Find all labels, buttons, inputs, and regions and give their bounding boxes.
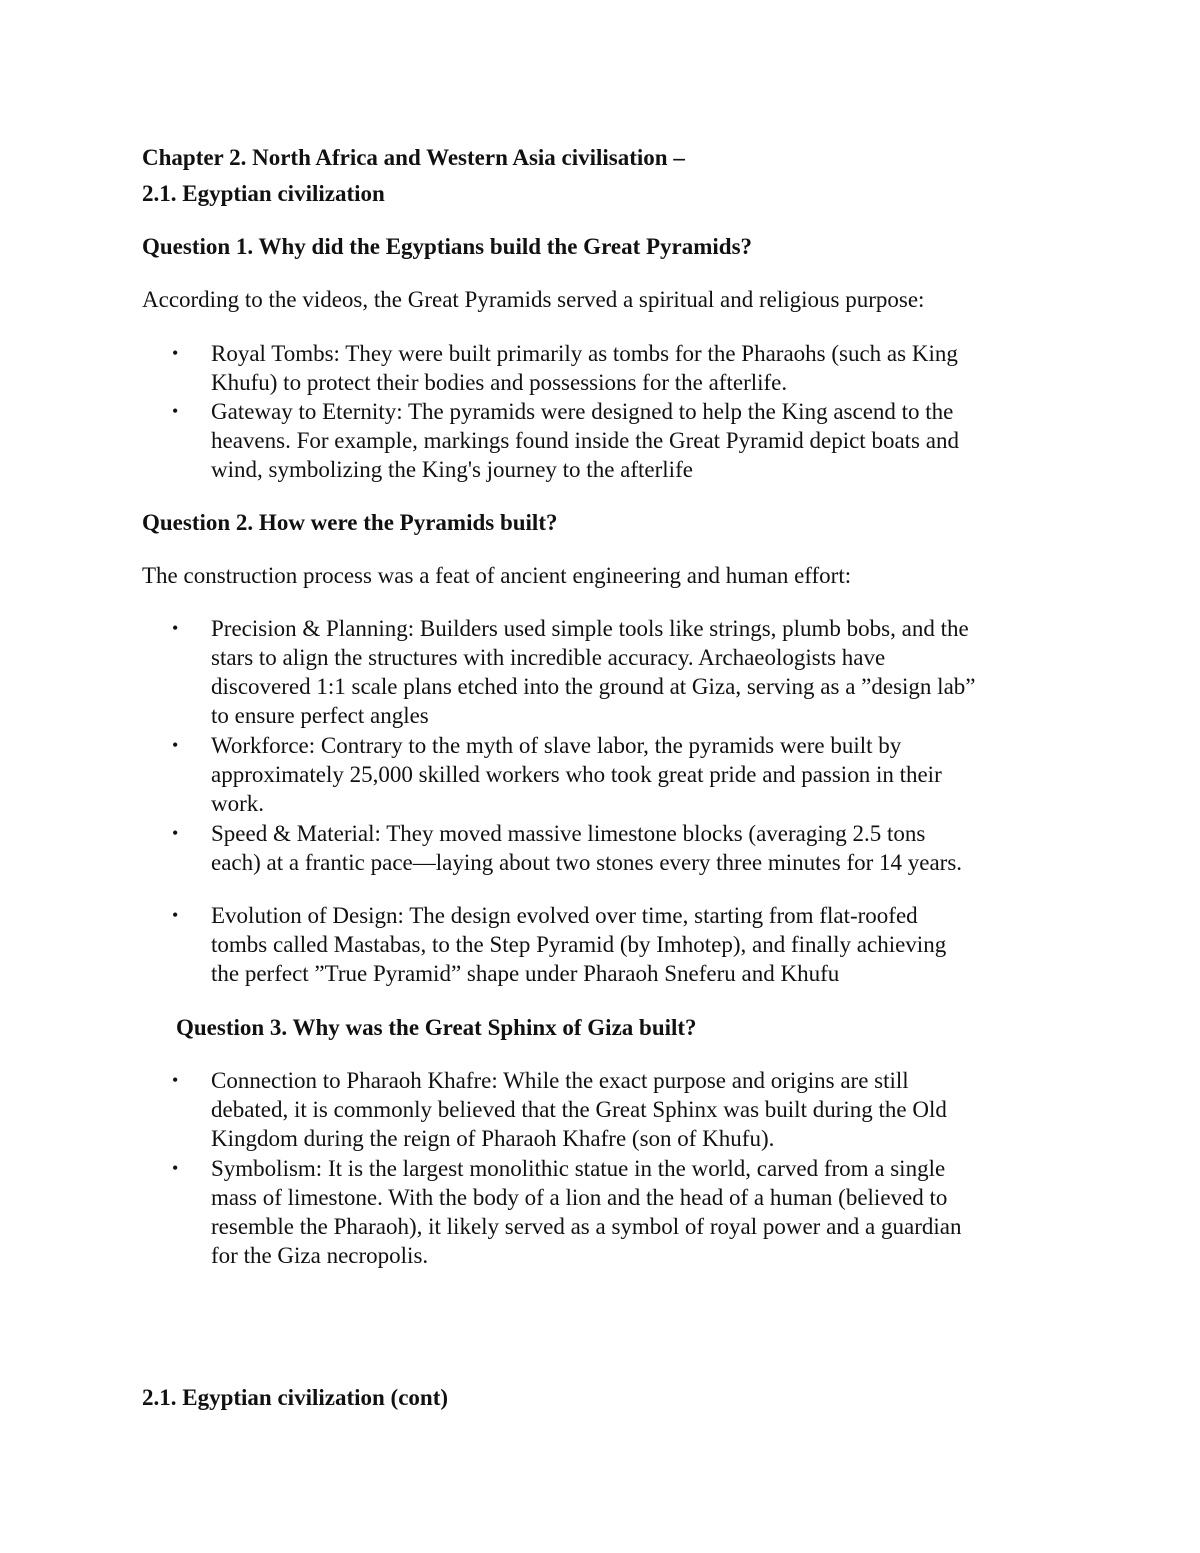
question-2-intro: The construction process was a feat of ancient engineering and human effort: (142, 563, 852, 588)
question-1-heading: Question 1. Why did the Egyptians build the Great Pyramids? (142, 234, 753, 259)
list-item-line: Evolution of Design: The design evolved over time, starting from flat-roofed (211, 903, 918, 928)
list-item-line: tombs called Mastabas, to the Step Pyramid (by Imhotep), and finally achieving (211, 932, 947, 957)
list-item-line: Workforce: Contrary to the myth of slave labor, the pyramids were built by (211, 733, 902, 758)
list-item-line: stars to align the structures with incredible accuracy. Archaeologists have (211, 645, 886, 670)
list-item-line: to ensure perfect angles (211, 703, 429, 728)
list-item-line: Kingdom during the reign of Pharaoh Khafre (son of Khufu). (211, 1126, 775, 1151)
list-item-line: approximately 25,000 skilled workers who took great pride and passion in their (211, 762, 942, 787)
list-item-line: Royal Tombs: They were built primarily as tombs for the Pharaohs (such as King (211, 341, 958, 366)
question-1-intro: According to the videos, the Great Pyramids served a spiritual and religious purpose: (142, 287, 925, 312)
list-item-line: work. (211, 791, 265, 816)
list-item-line: Gateway to Eternity: The pyramids were designed to help the King ascend to the (211, 399, 954, 424)
bullet-glyph: • (172, 823, 179, 843)
list-item-line: Khufu) to protect their bodies and possessions for the afterlife. (211, 370, 788, 395)
question-3-heading: Question 3. Why was the Great Sphinx of Giza built? (176, 1015, 697, 1040)
list-item-line: Precision & Planning: Builders used simple tools like strings, plumb bobs, and the (211, 616, 969, 641)
continued-section-title: 2.1. Egyptian civilization (cont) (142, 1385, 449, 1410)
bullet-glyph: • (172, 1070, 179, 1090)
list-item-line: the perfect ”True Pyramid” shape under Pharaoh Sneferu and Khufu (211, 961, 840, 986)
chapter-title: Chapter 2. North Africa and Western Asia civilisation – (142, 145, 685, 170)
list-item-line: heavens. For example, markings found inside the Great Pyramid depict boats and (211, 428, 959, 453)
bullet-glyph: • (172, 343, 179, 363)
section-title: 2.1. Egyptian civilization (142, 181, 385, 206)
list-item-line: Connection to Pharaoh Khafre: While the exact purpose and origins are still (211, 1068, 909, 1093)
list-item-line: mass of limestone. With the body of a lion and the head of a human (believed to (211, 1185, 948, 1210)
bullet-glyph: • (172, 905, 179, 925)
bullet-glyph: • (172, 1158, 179, 1178)
list-item-line: each) at a frantic pace—laying about two stones every three minutes for 14 years. (211, 850, 963, 875)
bullet-glyph: • (172, 401, 179, 421)
bullet-glyph: • (172, 618, 179, 638)
list-item-line: wind, symbolizing the King's journey to the afterlife (211, 457, 693, 482)
list-item-line: Symbolism: It is the largest monolithic statue in the world, carved from a single (211, 1156, 946, 1181)
list-item-line: discovered 1:1 scale plans etched into the ground at Giza, serving as a ”design lab” (211, 674, 976, 699)
list-item-line: debated, it is commonly believed that the Great Sphinx was built during the Old (211, 1097, 947, 1122)
list-item-line: resemble the Pharaoh), it likely served as a symbol of royal power and a guardian (211, 1214, 962, 1239)
bullet-glyph: • (172, 735, 179, 755)
question-2-heading: Question 2. How were the Pyramids built? (142, 510, 558, 535)
list-item-line: Speed & Material: They moved massive limestone blocks (averaging 2.5 tons (211, 821, 926, 846)
list-item-line: for the Giza necropolis. (211, 1243, 429, 1268)
